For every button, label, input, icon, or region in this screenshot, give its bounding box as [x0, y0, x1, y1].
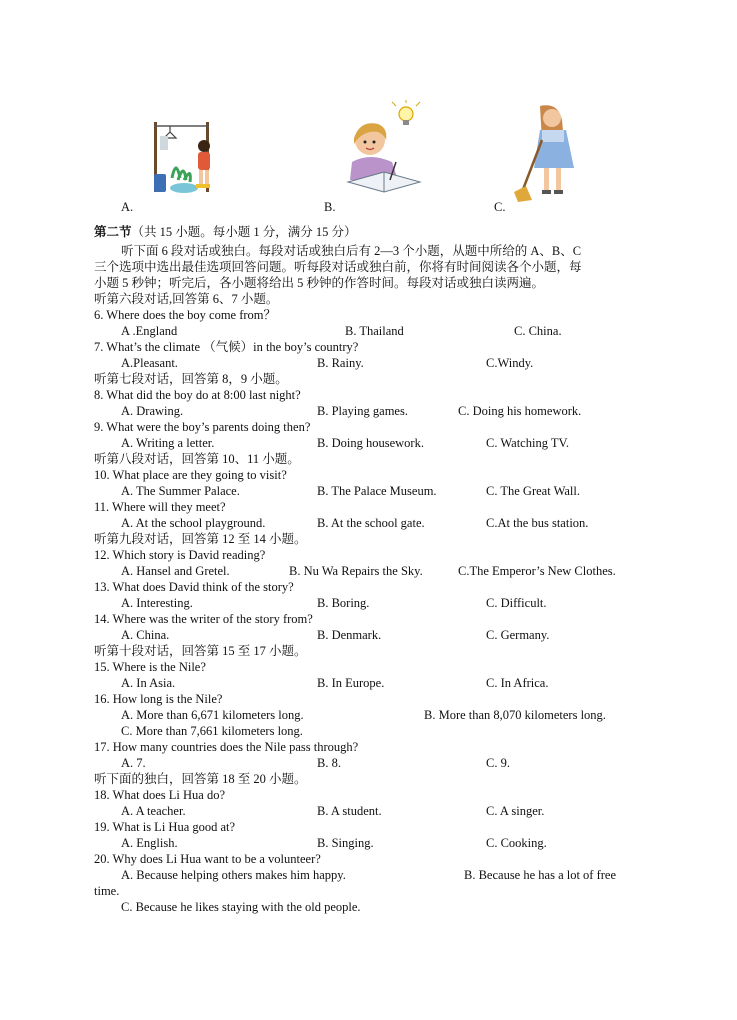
answer-row: [121, 755, 510, 771]
answer-row: [121, 867, 617, 883]
option: C. A singer.: [486, 804, 545, 818]
question: 10. What place are they going to visit?: [94, 468, 287, 482]
option: B. More than 8,070 kilometers long.: [424, 708, 606, 722]
option: B. In Europe.: [317, 676, 385, 690]
girl-sweeping-floor-picture: [512, 102, 584, 204]
question: 18. What does Li Hua do?: [94, 788, 225, 802]
girl-reading-book-picture: [340, 100, 424, 196]
option: C. The Great Wall.: [486, 484, 580, 498]
answer-row: [121, 835, 547, 851]
dialogue-heading: 听下面的独白，回答第 18 至 20 小题。: [94, 772, 307, 786]
option: A. China.: [121, 628, 170, 642]
question: 13. What does David think of the story?: [94, 580, 294, 594]
option: C. In Africa.: [486, 676, 549, 690]
option: A. The Summer Palace.: [121, 484, 240, 498]
section-title: 第二节（共 15 小题。每小题 1 分，满分 15 分）: [94, 225, 357, 239]
question: 19. What is Li Hua good at?: [94, 820, 236, 834]
answer-row: [121, 595, 547, 611]
question: 14. Where was the writer of the story from?: [94, 612, 313, 626]
option: B. Thailand: [345, 324, 404, 338]
option-continuation: time.: [94, 884, 120, 898]
picture-option-a: A.: [121, 200, 134, 214]
option: A. Because helping others makes him happy.: [121, 868, 346, 882]
option: B. Rainy.: [317, 356, 364, 370]
option: B. Boring.: [317, 596, 370, 610]
dialogue-heading: 听第七段对话，回答第 8，9 小题。: [94, 372, 288, 386]
dialogue-heading: 听第九段对话，回答第 12 至 14 小题。: [94, 532, 307, 546]
option: B. The Palace Museum.: [317, 484, 437, 498]
option: C. China.: [514, 324, 562, 338]
option: A. A teacher.: [121, 804, 186, 818]
question: 9. What were the boy’s parents doing then?: [94, 420, 311, 434]
option: B. Singing.: [317, 836, 374, 850]
option: A. Drawing.: [121, 404, 184, 418]
question: 7. What’s the climate （气候）in the boy’s country?: [94, 340, 359, 354]
question: 20. Why does Li Hua want to be a volunteer?: [94, 852, 321, 866]
option: A. At the school playground.: [121, 516, 266, 530]
answer-row: [121, 483, 580, 499]
picture-option-b: B.: [324, 200, 336, 214]
option: C. 9.: [486, 756, 510, 770]
instructions-line: 听下面 6 段对话或独白。每段对话或独白后有 2—3 个小题，从题中所给的 A、B、C: [121, 244, 582, 258]
option: B. Nu Wa Repairs the Sky.: [289, 564, 423, 578]
instructions-line: 小题 5 秒钟；听完后，各小题将给出 5 秒钟的作答时间。每段对话或独白读两遍。: [94, 276, 545, 290]
option: C. More than 7,661 kilometers long.: [121, 724, 303, 738]
option: B. At the school gate.: [317, 516, 425, 530]
option: A. In Asia.: [121, 676, 176, 690]
option: B. 8.: [317, 756, 341, 770]
question: 6. Where does the boy come from？: [94, 308, 277, 322]
option: C. Germany.: [486, 628, 550, 642]
option: A.Pleasant.: [121, 356, 178, 370]
question: 12. Which story is David reading?: [94, 548, 266, 562]
answer-row: [121, 515, 589, 531]
answer-row: [121, 355, 534, 371]
question: 16. How long is the Nile?: [94, 692, 223, 706]
option: A. Hansel and Gretel.: [121, 564, 230, 578]
option: C. Watching TV.: [486, 436, 570, 450]
option: B. A student.: [317, 804, 382, 818]
option: A. Interesting.: [121, 596, 193, 610]
answer-row: [121, 323, 562, 339]
answer-row: [121, 563, 616, 579]
answer-row: [121, 707, 606, 723]
option: C. Because he likes staying with the old people.: [121, 900, 361, 914]
question: 11. Where will they meet?: [94, 500, 226, 514]
option: C.Windy.: [486, 356, 534, 370]
dialogue-heading: 听第十段对话，回答第 15 至 17 小题。: [94, 644, 307, 658]
dialogue-heading: 听第六段对话,回答第 6、7 小题。: [94, 292, 279, 306]
option: A. Writing a letter.: [121, 436, 215, 450]
answer-row: [121, 627, 550, 643]
question: 17. How many countries does the Nile pass through?: [94, 740, 359, 754]
question: 15. Where is the Nile?: [94, 660, 206, 674]
answer-row: [121, 435, 570, 451]
answer-row: [121, 803, 545, 819]
option: C. Difficult.: [486, 596, 547, 610]
option: A .England: [121, 324, 178, 338]
option: A. English.: [121, 836, 178, 850]
option: C.The Emperor’s New Clothes.: [458, 564, 616, 578]
dialogue-heading: 听第八段对话，回答第 10、11 小题。: [94, 452, 300, 466]
question: 8. What did the boy do at 8:00 last night?: [94, 388, 301, 402]
option: C. Doing his homework.: [458, 404, 582, 418]
option: B. Doing housework.: [317, 436, 424, 450]
option: B. Playing games.: [317, 404, 408, 418]
option: A. 7.: [121, 756, 146, 770]
answer-row: [121, 403, 582, 419]
option: A. More than 6,671 kilometers long.: [121, 708, 304, 722]
option: B. Because he has a lot of free: [464, 868, 617, 882]
instructions-line: 三个选项中选出最佳选项回答问题。听每段对话或独白前，你将有时间阅读各个小题，每: [94, 260, 582, 274]
girl-washing-clothes-picture: [146, 118, 226, 198]
option: C. Cooking.: [486, 836, 547, 850]
answer-row: [121, 675, 549, 691]
option: C.At the bus station.: [486, 516, 589, 530]
picture-option-c: C.: [494, 200, 506, 214]
option: B. Denmark.: [317, 628, 382, 642]
